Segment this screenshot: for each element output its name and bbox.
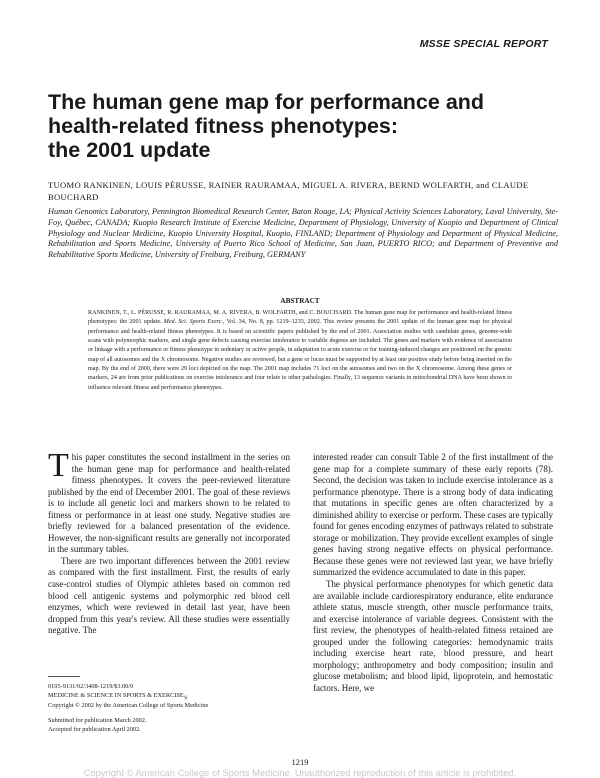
journal-line [48,692,288,703]
registered-mark: ® [183,694,188,701]
abstract-citation-details: , Vol. 34, No. 8, pp. 1219–1233, 2002. [222,319,322,326]
accepted-line: Accepted for publication April 2002. [48,725,141,733]
journal-name: MEDICINE & SCIENCE IN SPORTS & EXERCISE [48,691,184,699]
copyright-watermark: Copyright © American College of Sports Medicine. Unauthorized reproduction of this article is prohibited. [83,767,517,778]
abstract-text: This review presents the 2001 update of the human gene map for physical performance and health-related fitness phenotypes. It is based on scientific papers published by the end of 2001. Association studies with candidate genes, genome-wide scans with polymorphic markers, and single gene defects causing exercise intolerance to variable degrees are included. The genes and markers with evidence of association or linkage with a performance or fitness phenotype in sedentary or active people, in adaptation to acute exercise or for training-induced changes are positioned on the genetic map of all autosomes and the X chromosome. Negative studies are reviewed, but a gene or locus must be supported by at least one positive study before being inserted on the map. By the end of 2000, there were 29 loci depicted on the map. The 2001 map includes 71 loci on the autosomes and two on the X chromosome. Among these genes or markers, 24 are from prior publications on exercise intolerance and four relate to other pathologies. Finally, 13 sequence variants in mitochondrial DNA have been shown to influence relevant fitness and performance phenotypes. [88,319,512,391]
abstract-citation: RANKINEN, T., L. PÉRUSSE, R. RAURAMAA, M. A. RIVERA, B. WOLFARTH, and C. BOUCHARD. The human gene map for performance and health-related fitness phenotypes: the 2001 update. [88,310,512,326]
paragraph: There are two important differences between the 2001 review as compared with the first installment. First, the results of early case-control studies of Olympic athletes based on common red blood cell antigenic systems and polymorphic red blood cell enzymes, which were reviewed in detail last year, have been dropped from this year's review. All these studies were essentially negative. The [48,555,290,636]
title-line: health-related fitness phenotypes: [48,114,399,138]
body-column-left [48,447,290,637]
page-number: 1219 [291,757,309,767]
abstract-body [88,309,512,393]
footnotes [48,683,288,734]
affiliations: Human Genomics Laboratory, Pennington Biomedical Research Center, Baton Rouge, LA; Physical Activity Sciences Laboratory, Laval University, Ste-Foy, Québec, CANADA; Kuopio Research Institute of Exercise Medicine, Department of Physiology, University of Kuopio and Department of Clinical Physiology and Nuclear Medicine, Kuopio University Hospital, Kuopio, FINLAND; Department of Physiology and Department of Physical Medicine, Rehabilitation and Sports Medicine, University of Puerto Rico School of Medicine, San Juan, PUERTO RICO; and Department of Preventive and Rehabilitative Sports Medicine, University of Freiburg, Freiburg, GERMANY [48,207,558,260]
copyright-line: Copyright © 2002 by the American College of Sports Medicine [48,702,209,710]
paragraph: The physical performance phenotypes for which genetic data are available include cardiorespiratory endurance, elite endurance athlete status, muscle strength, other muscle performance traits, and exercise intolerance of variable degrees. Consistent with the first review, the phenotypes of health-related fitness retained are grouped under the following categories: hemodynamic traits including exercise heart rate, blood pressure, and heart morphology; anthropometry and body composition; insulin and glucose metabolism; and blood lipid, lipoprotein, and hemostatic factors. Here, we [313,579,553,693]
submitted-line: Submitted for publication March 2002. [48,717,147,725]
title-line: The human gene map for performance and [48,90,485,114]
section-label: MSSE SPECIAL REPORT [419,38,548,50]
footnote-divider [48,676,80,677]
title-line: the 2001 update [48,138,211,162]
author-list: TUOMO RANKINEN, LOUIS PÉRUSSE, RAINER RAURAMAA, MIGUEL A. RIVERA, BERND WOLFARTH, and CLAUDE BOUCHARD [48,180,529,202]
paragraph: interested reader can consult Table 2 of the first installment of the gene map for a complete summary of these early reports (78). Second, the decision was taken to include exercise intolerance as a performance phenotype. There is a strong body of data indicating that mutations in specific genes are often characterized by a diminished ability to exercise or perform. These cases are typically found for genes encoding enzymes of pathways related to substrate storage or mobilization. They provide excellent examples of single genes having strong negative effects on physical performance. Because these genes were not reviewed last year, we have briefly summarized the evidence accumulated to date in this paper. [313,452,553,578]
article-title [48,90,568,162]
abstract-journal: Med. Sci. Sports Exerc. [163,319,223,326]
drop-cap: T [48,447,69,484]
paragraph [48,447,290,556]
body-column-right [313,452,553,694]
paragraph-text: his paper constitutes the second installment in the series on the human gene map for performance and health-related fitness phenotypes. It covers the peer-reviewed literature published by the end of December 2001. The goal of these reviews is to include all genetic loci and markers shown to be related to fitness or performance in at least one study. Negative studies are briefly reviewed for a balanced presentation of the evidence. However, the non-significant results are generally not incorporated in the summary tables. [48,452,290,555]
issn-line: 0195-9131/02/3408-1219/$3.00/0 [48,683,134,690]
abstract-heading: ABSTRACT [280,297,320,305]
